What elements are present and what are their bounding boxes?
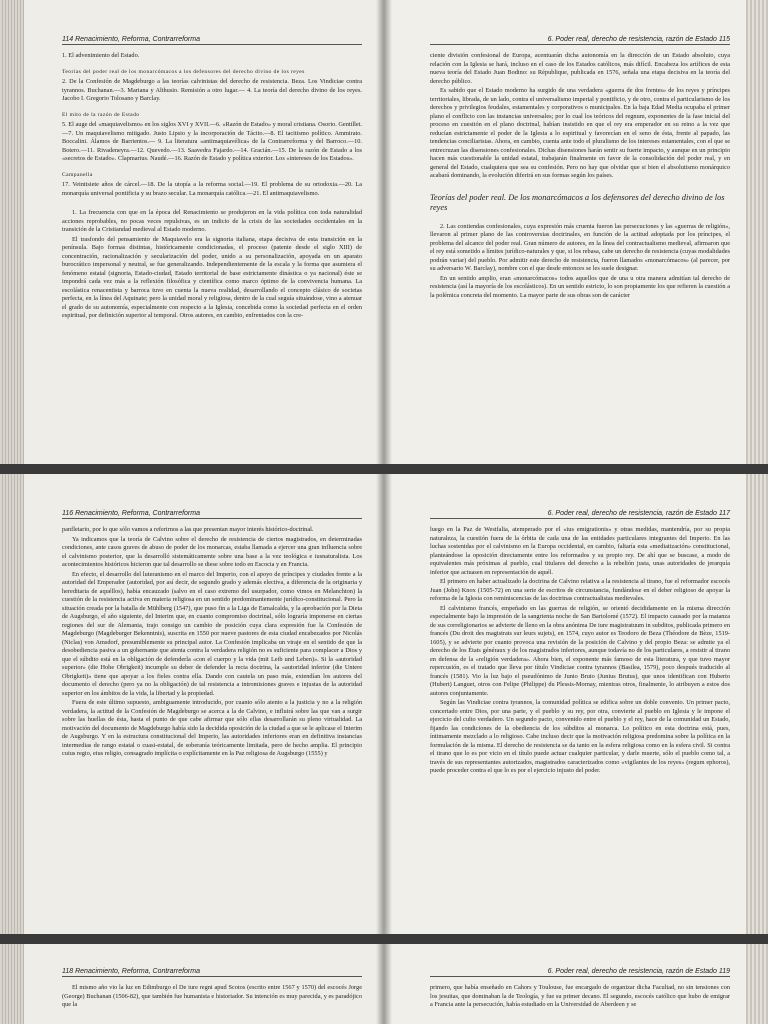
section-heading: Teorías del poder real. De los monarcómacos a los defensores del derecho divino de los reyes	[430, 192, 725, 212]
book-spread-118-119	[0, 944, 768, 1024]
book-spread-116-117	[0, 474, 768, 934]
body-paragraph: El mismo año vio la luz en Edimburgo el De iure regni apud Scotos (escrito entre 1567 y 1570) del escocés Jorge (George) Buchanan (1506-82), que también fue humanista e historiador. Su intención es muy parecida, y es paradójico que la	[62, 984, 362, 1008]
body-paragraph: En un sentido amplio, eran «monarcómacos» todos aquellos que de una u otra manera admitían tal derecho de resistencia (así la mayoría de los escolásticos). En un sentido estricto, lo son propiamente los que refieren la cuestión a la polémica concreta del momento. La mayor parte de sus obras son de carácter	[430, 274, 730, 299]
page-edge	[746, 944, 768, 1024]
running-head	[62, 510, 362, 519]
page-118	[0, 944, 384, 1024]
page-edge	[746, 474, 768, 934]
book-spread-114-115	[0, 0, 768, 464]
gutter-shadow	[376, 474, 392, 934]
body-paragraph: El trasfondo del pensamiento de Maquiavelo era la signoria italiana, etapa decisiva de esta transición en la península. Bajo formas distintas, históricamente condicionadas, el proceso (patente desde el siglo XIII) de concentración, racionalización y secularización del poder, unido a su personalización, apoyada en un aparato burocrático impersonal y neutral, se fue generalizando. Independientemente de la escala y la forma que asumiera el fenómeno estatal (signoria, Estado-ciudad, Estado territorial de base estrictamente dinástica o ya nacional) éste se impondrá cada vez más a la reflexión filosófica y científica como marco óptimo de la convivencia humana. La escolástica renacentista y barroca tuvo en cuenta la nueva realidad, desarrollando el concepto clásico de societas perfecta, en la línea del Aquinate; pero la unidad moral y religiosa, dentro de la cual seguía situándose, vino a atenuar el grado de su autonomía, especialmente con respecto a la Iglesia, concebida como la sociedad perfecta en el orden espiritual, por definición superior al temporal. Otros autores, en cambio, enfrentados con la cre-	[62, 235, 362, 319]
contents-line: 1. El advenimiento del Estado.	[62, 52, 140, 59]
body-paragraph: Ya indicamos que la teoría de Calvino sobre el derecho de resistencia de ciertos magistrados, en determinadas condiciones, ante casos graves de abuso de poder de los monarcas, estaba llamada a ejercer una gran influencia sobre el calvinismo posterior, que la desarrolló sistemáticamente sobre una base a la vez teológica e iusnaturalista. Los acontecimientos históricos hicieron que tal desarrollo se diese sobre todo en Escocia y en Francia.	[62, 535, 362, 568]
running-head	[62, 36, 362, 45]
running-head-text: 118 Renacimiento, Reforma, Contrarreforma	[62, 968, 200, 975]
page-114	[0, 0, 384, 464]
body-paragraph: En efecto, el desarrollo del luteranismo en el marco del Imperio, con el apoyo de príncipes y ciudades frente a la autoridad del Emperador (autoridad, por así decir, de segundo grado y además electiva, a diferencia de la originaria y hereditaria de aquéllos), había encauzado (salvo en el caso extremo del usurpador, como vimos en Melanchton) la cuestión de la resistencia activa en materia religiosa en un sentido predominantemente jurídico-constitucional. Pero la situación creada por la batalla de Mühlberg (1547), que puso fin a la Liga de Esmalcalda, y la aprobación por la Dieta de Augsburgo, el año siguiente, del Interim que, en cuanto compromiso doctrinal, sólo lograría imponerse en ciertas regiones del sur de Alemania, trajo consigo un cambio de posición cuya clara expresión fue la Confesión de Magdeburgo (Magdeburger Bekenntnis), suscrita en 1550 por nueve pastores de esta ciudad encabezados por Nicolás (Niclas) von Amsdorf, presumiblemente su principal autor. La Confesión implicaba un viraje en el sentido de que la desobediencia pasiva a un gobernante que atenta contra la verdadera religión no es suficiente para complacer a Dios y que el súbdito está en la obligación de defenderla «con el cuerpo y la vida (mit Leib und Leben)». Si la «autoridad superior» (die Hohe Obrigkeit) incumple su deber de defender la recta doctrina, la «autoridad inferior (die Untere Obrigkeit)» tiene que apoyar a los fieles contra ella. Dando con cautela un paso más, extendían los autores del documento el derecho (pero ya no la obligación) de tal resistencia a intromisiones graves e injustas de la autoridad superior en los ámbitos de la vida, la libertad y la propiedad.	[62, 570, 362, 697]
running-head-text: 6. Poder real, derecho de resistencia, razón de Estado 115	[547, 36, 730, 43]
running-head-text: 114 Renacimiento, Reforma, Contrarreforma	[62, 36, 200, 43]
body-paragraph: El primero en haber actualizado la doctrina de Calvino relativa a la resistencia al tirano, fue el reformador escocés Juan (John) Knox (1505-72) en una serie de escritos de circunstancia, fundándose en el deber religioso de apoyar la reforma de la Iglesia con reminiscencias de las doctrinas contractualistas medievales.	[430, 578, 730, 602]
page-119	[384, 944, 768, 1024]
page-edge	[0, 944, 24, 1024]
running-head	[430, 968, 730, 977]
page-edge	[746, 0, 768, 464]
body-paragraph: primero, que había enseñado en Cahors y Toulouse, fue encargado de organizar dicha Facultad, no sin tensiones con los jesuitas, que dominaban la de Teología, y fue su primer decano. El segundo, escocés católico que hubo de emigrar a Francia ante la persecución, había estudiado en la Universidad de Aberdeen y se	[430, 984, 730, 1008]
contents-line: 5. El auge del «maquiavelismo» en los siglos XVI y XVII.—6. «Razón de Estado» y moral cristiana. Osorio. Gentillet.—7. Un maquiavelismo mitigado. Justo Lipsio y la incorporación de Tácito.—8. El tacitismo político. Ammirato. Boccalini. Álamos de Barrientos.— 9. La literatura «antimaquiavélica» de la Contrarreforma y del Barroco.—10. Botero.—11. Rivadeneyra.—12. Quevedo.—13. Saavedra Fajardo.—14. Gracián.—15. De la razón de Estado a los «secretos de Estado». Clapmarius. Naudé.—16. Razón de Estado y política exterior. Los «intereses de los Estados».	[62, 121, 362, 162]
contents-section-heading: El mito de la razón de Estado	[62, 111, 140, 118]
page-116	[0, 474, 384, 934]
page-115	[384, 0, 768, 464]
page-117	[384, 474, 768, 934]
running-head	[62, 968, 362, 977]
running-head-text: 6. Poder real, derecho de resistencia, razón de Estado 119	[547, 968, 730, 975]
contents-section-heading: Campanella	[62, 171, 93, 178]
running-head-text: 6. Poder real, derecho de resistencia, razón de Estado 117	[547, 510, 730, 517]
contents-line: 17. Veintisiete años de cárcel.—18. De la utopía a la reforma social.—19. El problema de su ortodoxia.—20. La monarquía universal pontificia y su brazo secular. La monarquía católica.—21. El antimaquiavelismo.	[62, 181, 362, 197]
page-edge	[0, 0, 24, 464]
body-paragraph: Es sabido que el Estado moderno ha surgido de una verdadera «guerra de dos frentes» de los reyes y príncipes territoriales, librada, de un lado, contra el universalismo imperial y pontificio, y de otro, contra el particularismo de los derechos y privilegios feudales, estamentales y corporativos o municipales. En la baja Edad Media ocupaba el primer plano el conflicto con las instancias universales; por lo cual los teóricos del regnum, exponentes de la fase inicial del proceso en cuestión en el plano doctrinal, habían insistido en que el rey era emperador en su reino a la vez que reducían estrictamente el poder de la Iglesia a lo espiritual y favorecían en el seno de ésta, frente al papado, las tendencias conciliaristas. Ahora, en cambio, cuenta ante todo el pluralismo de los intereses estamentales, con el que se entrecruzan las disensiones confesionales. Dichas disensiones harán sentir su fuerte impacto, y aunque en un principio hacen más cuestionable la unidad estatal, trabajarán finalmente en favor de la consolidación del poder real, y en general del Estado, cualquiera que sea su confesión. Pero no hay que olvidar que si bien el absolutismo monárquico acabará dominando, la evolución diferirá en sus formas según los países.	[430, 87, 730, 179]
body-paragraph: El calvinismo francés, empeñado en las guerras de religión, se orientó decididamente en la misma dirección especialmente bajo la impresión de la sangrienta noche de San Bartolomé (1572). El impacto causado por la matanza de sus correligionarios se advierte de lleno en la obra anónima De iure magistratuum in subditos, publicada primero en francés (Du droit des magistrats sur leurs sujets), en 1574, cuyo autor es Teodoro de Beza (Théodore de Bèze, 1519-1605), y se advierte por cuanto provoca una revisión de la posición de Calvino y del propio Beza: se admite ya el derecho de los États généraux y de los magistrados inferiores, aunque todavía no de los particulares, a resistir al tirano en defensa de la «religión verdadera». Ahora bien, el exponente más famoso de esta literatura, y que tuvo mayor repercusión, es el tratado que lleva por título Vindiciae contra tyrannos (Basilea, 1579), poco después traducido al francés (1581). Vio la luz bajo el pseudónimo de Junio Bruto (Junius Brutus), que unos identifican con Huberto (Hubert) Languet, otros con Felipe (Philippe) du Plessis-Mornay, mientras otros, finalmente, lo atribuyen a estos dos autores conjuntamente.	[430, 604, 730, 697]
gutter-shadow	[376, 944, 392, 1024]
body-paragraph: luego en la Paz de Westfalia, atemperado por el «ius emigrationis» y otras medidas, mantendría, por su propia naturaleza, la cuestión fuera de la órbita de cada una de las entidades particulares integrantes del Imperio. En las luchas sostenidas por el calvinismo en la Europa occidental, en cambio, faltaría esta «mediatización» constitucional, planteándose la oposición directamente entre los reformados y su propio rey. De ahí que se buscase, a modo de equivalentes más próximas al pueblo, cual titulares del derecho a la rebelión justa, unas autoridades de jerarquía inferior que actuasen en representación de aquél.	[430, 526, 730, 576]
running-head	[430, 36, 730, 45]
contents-line: 2. De la Confesión de Magdeburgo a las teorías calvinistas del derecho de resistencia. Beza. Los Vindiciae contra tyrannos. Buchanan.—3. Mariana y Althusio. Remisión a otro lugar.— 4. La teoría del derecho divino de los reyes. Jacobo I. Gregorio Tolosano y Barclay.	[62, 78, 362, 102]
running-head	[430, 510, 730, 519]
page-edge	[0, 474, 24, 934]
body-paragraph: 2. Las contiendas confesionales, cuya expresión más cruenta fueron las persecuciones y las «guerras de religión», llevaron al primer plano de las controversias doctrinales, en función de la actitud adoptada por los príncipes, el problema del alcance del poder real. Gran número de autores, en la línea del contractualismo medieval, afirmaron que el rey está sometido a límites jurídico-naturales y que, si los rebasa, cabe un derecho de resistencia (cuyas modalidades podrán variar) del pueblo. Por admitir este derecho de resistencia, fueron llamados «monarcómacos» (al parecer, por su adversario W. Barclay), nombre con el que desde entonces se les suele designar.	[430, 222, 730, 272]
body-paragraph: 1. La frecuencia con que en la época del Renacimiento se produjeron en la vida política con toda naturalidad acciones reprobables, no pocas veces repulsivas, es un indicio de la crisis de las sociedades occidentales en la transición de la Cristiandad medieval al Estado moderno.	[62, 209, 362, 233]
body-paragraph: Fuera de este último supuesto, ambiguamente introducido, por cuanto sólo atento a la justicia y no a la religión verdadera, la actitud de la Confesión de Magdeburgo se acerca a la de Calvino, e influirá sobre las que van a surgir sobre las huellas de ésta, hasta el punto de que cabe afirmar que sólo ellas desarrollarán su pleno virtualidad. La motivación del documento de Magdeburgo había sido la decidida oposición de la ciudad a que se le aplicase el Interim de Augsburgo. Y en la estructura constitucional del Imperio, las autoridades inferiores eran en definitiva instancias intermedias de rango estatal o cuasi-estatal, de soberanía teóricamente limitada, pero de hecho amplia. El principio cuius regio, eius religio, consagrado implícita o explícitamente en la Paz religiosa de Augsburgo (1555) y	[62, 699, 362, 757]
body-paragraph: Según las Vindiciae contra tyrannos, la comunidad política se edifica sobre un doble convenio. Un primer pacto, concertado entre Dios, por una parte, y el pueblo y su rey, por otra, convierte al pueblo en Iglesia y le impone el ejercicio del culto verdadero. Un segundo pacto, convenido entre el pueblo y el rey, hace de la comunidad un Estado, fijando las condiciones de la obediencia de los súbditos al monarca. Lo político en esta doctrina está, pues, íntimamente mezclado a lo religioso. Cabe incluso decir que la motivación religiosa predomina sobre la política en la formulación de la misma. El derecho de resistencia se da tanto en la esfera religiosa como en la esfera civil. Si contra el tirano que lo es por vicio en el título puede actuar cualquier particular, y darle muerte, sólo el pueblo como tal, a través de sus representantes autorizados, magistrados caracterizados como «vigilantes de los reyes» (regum ephoros), puede proceder contra el que lo es por el ejercicio injusto del poder.	[430, 699, 730, 774]
body-paragraph: panfletario, por lo que sólo vamos a referirnos a las que presentan mayor interés histórico-doctrinal.	[62, 526, 314, 533]
body-paragraph: ciente división confesional de Europa, acentuarán dicha autonomía en la dirección de un Estado absoluto, cuya relación con la Iglesia se hará, incluso en el caso de los Estados católicos, más difícil. Encabeza los artífices de esta nueva teoría del Estado Juan Bodino: su République, publicada en 1576, señala una etapa decisiva en la teoría del derecho público.	[430, 52, 730, 85]
contents-section-heading: Teorías del poder real de los monarcómacos a los defensores del derecho divino de los reyes	[62, 68, 305, 75]
running-head-text: 116 Renacimiento, Reforma, Contrarreforma	[62, 510, 200, 517]
gutter-shadow	[376, 0, 392, 464]
